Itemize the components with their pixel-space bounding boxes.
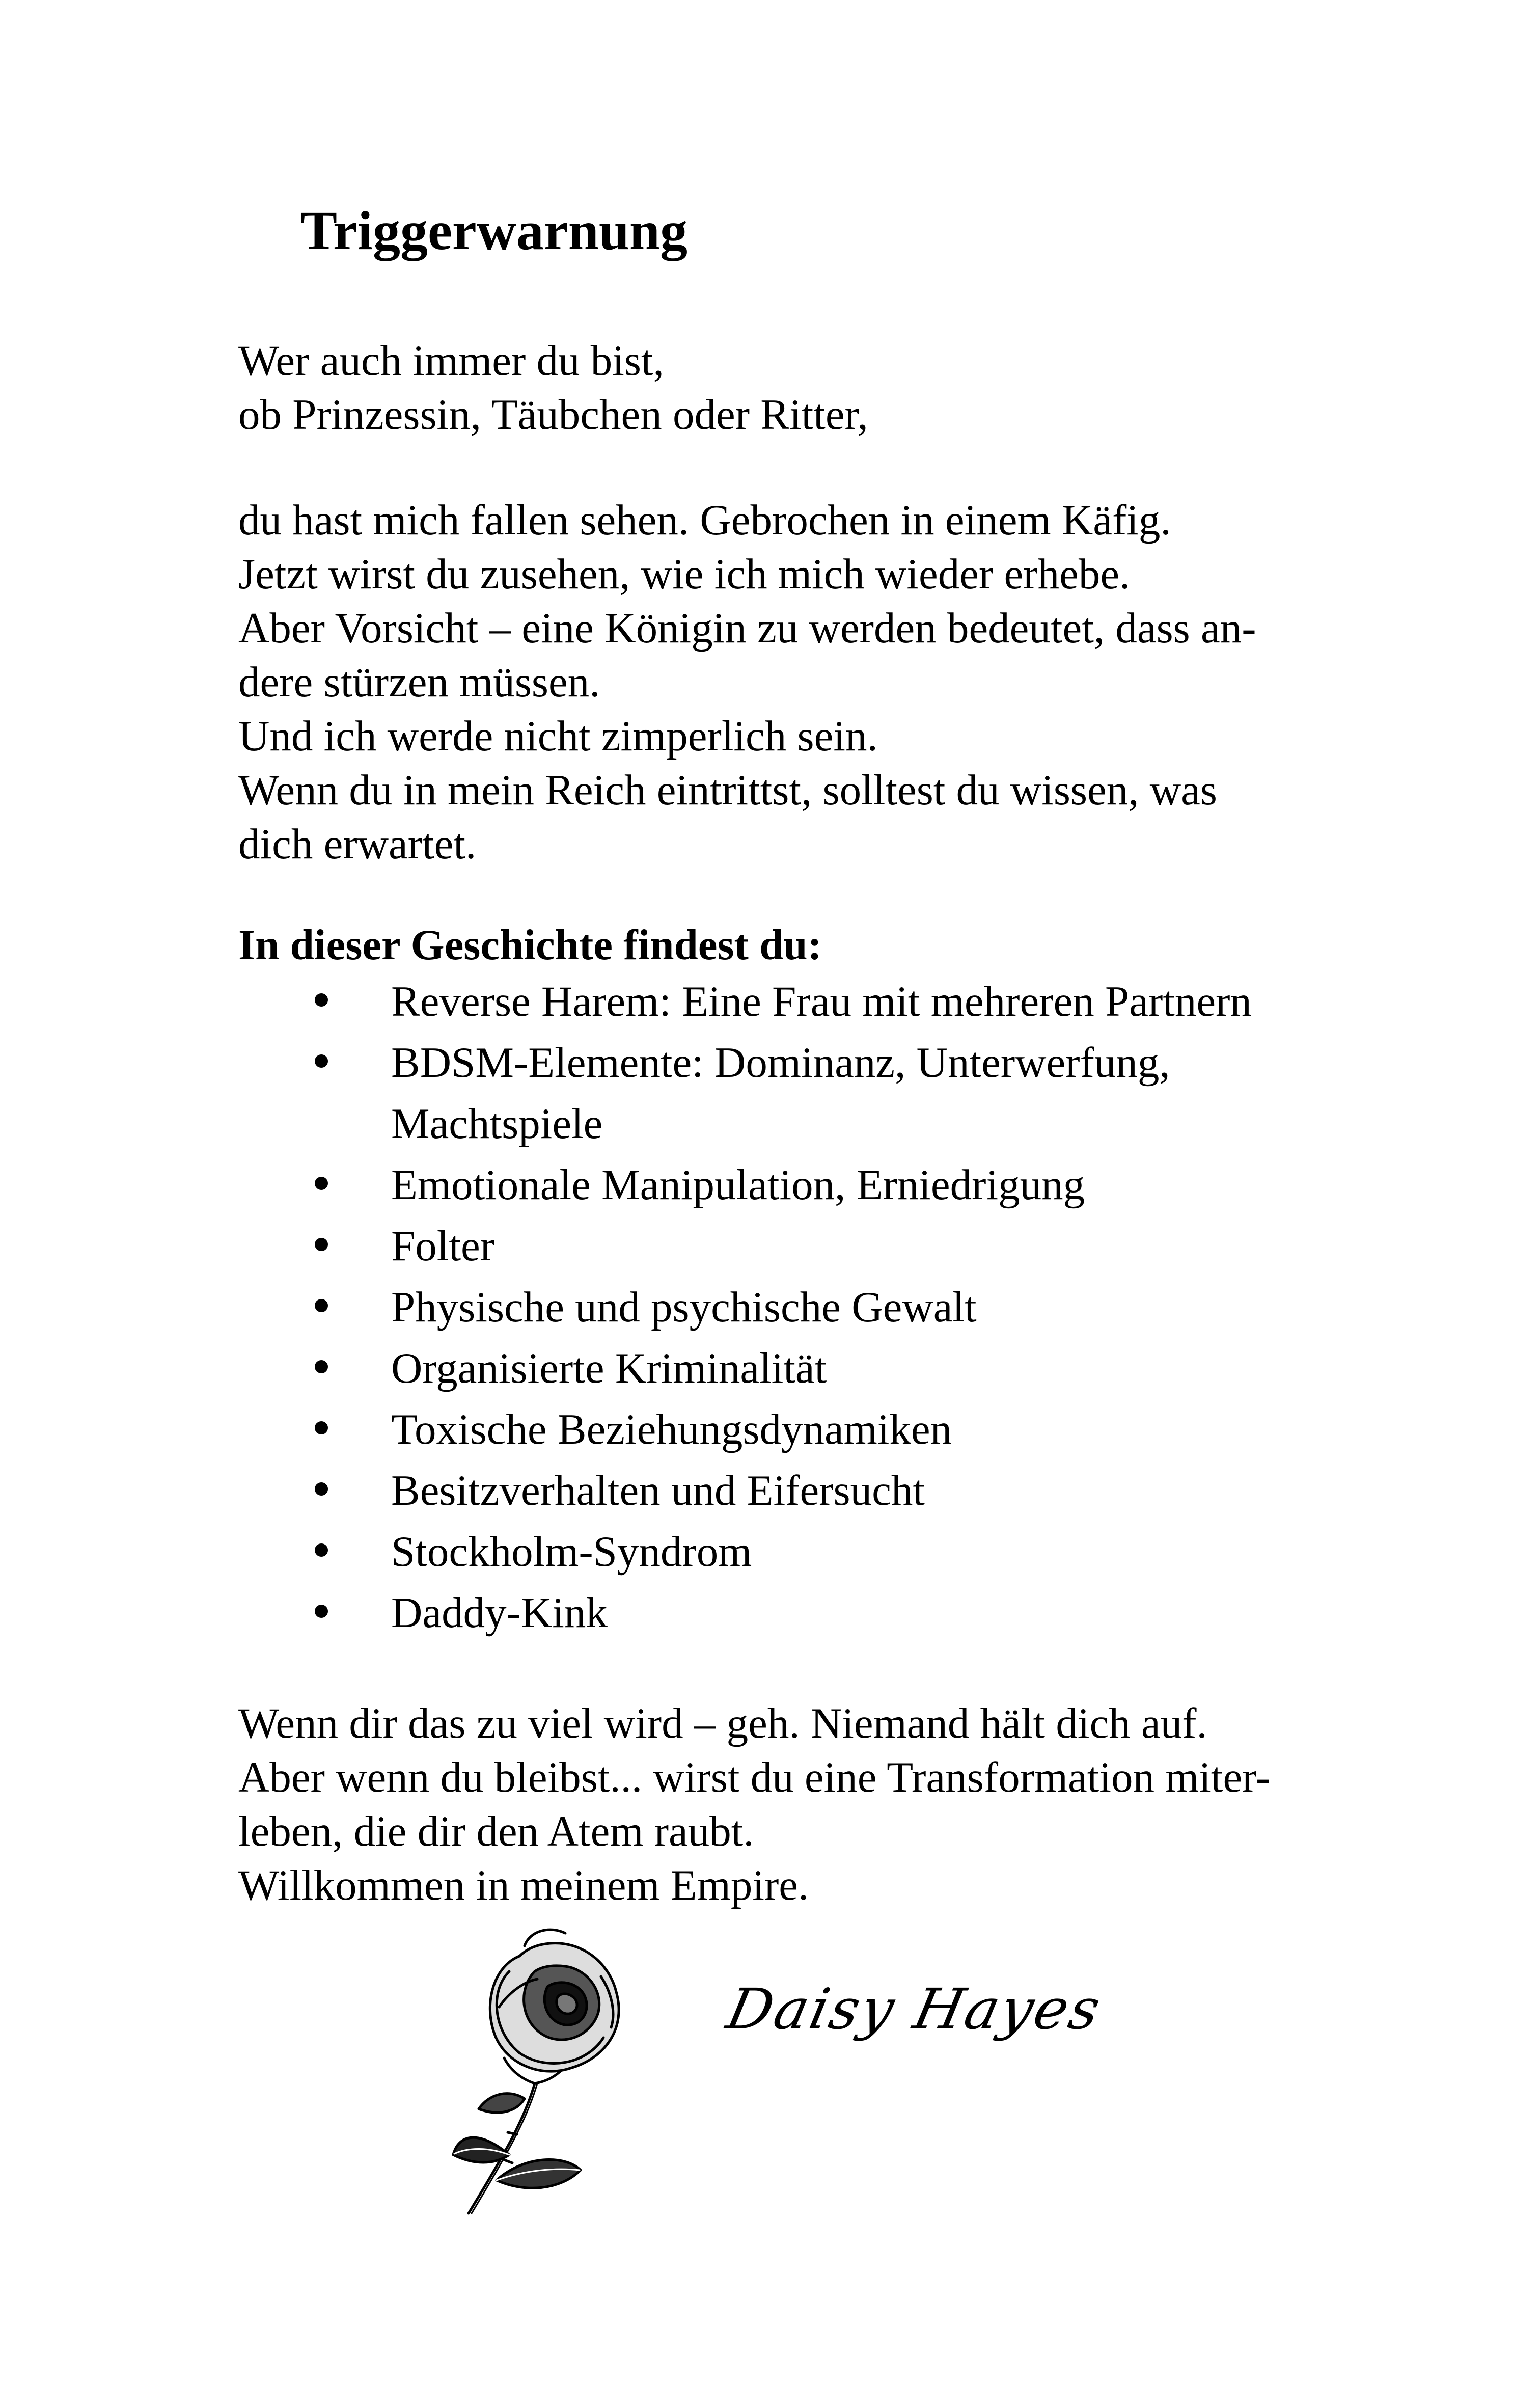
text-line: du hast mich fallen sehen. Gebrochen in einem Käfig. xyxy=(238,496,1171,544)
author-signature: Daisy Hayes xyxy=(721,1976,1108,2042)
list-heading xyxy=(238,918,1379,972)
list-item-text: Toxische Beziehungsdynamiken xyxy=(391,1405,952,1453)
text-line: Aber wenn du bleibst... wirst du eine Transformation miter- xyxy=(238,1753,1271,1801)
text-line: Wenn dir das zu viel wird – geh. Niemand hält dich auf. xyxy=(238,1699,1207,1747)
list-item-text: Stockholm-Syndrom xyxy=(391,1528,752,1576)
bullet-icon xyxy=(315,993,328,1007)
list-item-text: BDSM-Elemente: Dominanz, Unterwerfung, Machtspiele xyxy=(391,1039,1170,1148)
bullet-icon xyxy=(315,1482,328,1496)
body-paragraph xyxy=(238,493,1379,871)
list-heading-text: In dieser Geschichte findest du: xyxy=(238,921,822,969)
bullet-icon xyxy=(315,1177,328,1190)
text-line: dich erwartet. xyxy=(238,820,477,868)
list-item xyxy=(306,1521,1426,1582)
list-item xyxy=(306,1277,1426,1338)
list-item-text: Besitzverhalten und Eifersucht xyxy=(391,1467,925,1514)
bullet-icon xyxy=(315,1421,328,1434)
text-line: dere stürzen müssen. xyxy=(238,658,600,706)
list-item xyxy=(306,1582,1426,1643)
text-line: Jetzt wirst du zusehen, wie ich mich wieder erhebe. xyxy=(238,550,1131,598)
text-line: ob Prinzessin, Täubchen oder Ritter, xyxy=(238,391,868,439)
text-line: Und ich werde nicht zimperlich sein. xyxy=(238,712,878,760)
text-line: Wer auch immer du bist, xyxy=(238,337,664,385)
page-title: Triggerwarnung xyxy=(300,201,688,261)
list-item xyxy=(306,1338,1426,1399)
rose-illustration xyxy=(448,1915,703,2221)
list-item-text: Emotionale Manipulation, Erniedrigung xyxy=(391,1161,1085,1209)
bullet-icon xyxy=(315,1054,328,1068)
intro-paragraph xyxy=(238,334,1379,442)
bullet-icon xyxy=(315,1299,328,1312)
text-line: leben, die dir den Atem raubt. xyxy=(238,1807,754,1855)
list-item xyxy=(306,1032,1426,1154)
bullet-icon xyxy=(315,1543,328,1557)
list-item-text: Folter xyxy=(391,1222,495,1270)
text-line: Willkommen in meinem Empire. xyxy=(238,1861,809,1909)
text-line: Wenn du in mein Reich eintrittst, solltest du wissen, was xyxy=(238,766,1217,814)
list-item xyxy=(306,1154,1426,1215)
list-item-text: Reverse Harem: Eine Frau mit mehreren Partnern xyxy=(391,978,1252,1025)
list-item-text: Organisierte Kriminalität xyxy=(391,1344,827,1392)
text-line: Aber Vorsicht – eine Königin zu werden bedeutet, dass an- xyxy=(238,604,1256,652)
bullet-icon xyxy=(315,1238,328,1251)
list-item xyxy=(306,1399,1426,1460)
list-item xyxy=(306,1460,1426,1521)
list-item xyxy=(306,1215,1426,1277)
bullet-icon xyxy=(315,1360,328,1373)
list-item-text: Daddy-Kink xyxy=(391,1589,608,1637)
list-item xyxy=(306,971,1426,1032)
trigger-list xyxy=(306,971,1426,1643)
bullet-icon xyxy=(315,1605,328,1618)
closing-paragraph xyxy=(238,1696,1379,1912)
list-item-text: Physische und psychische Gewalt xyxy=(391,1283,977,1331)
